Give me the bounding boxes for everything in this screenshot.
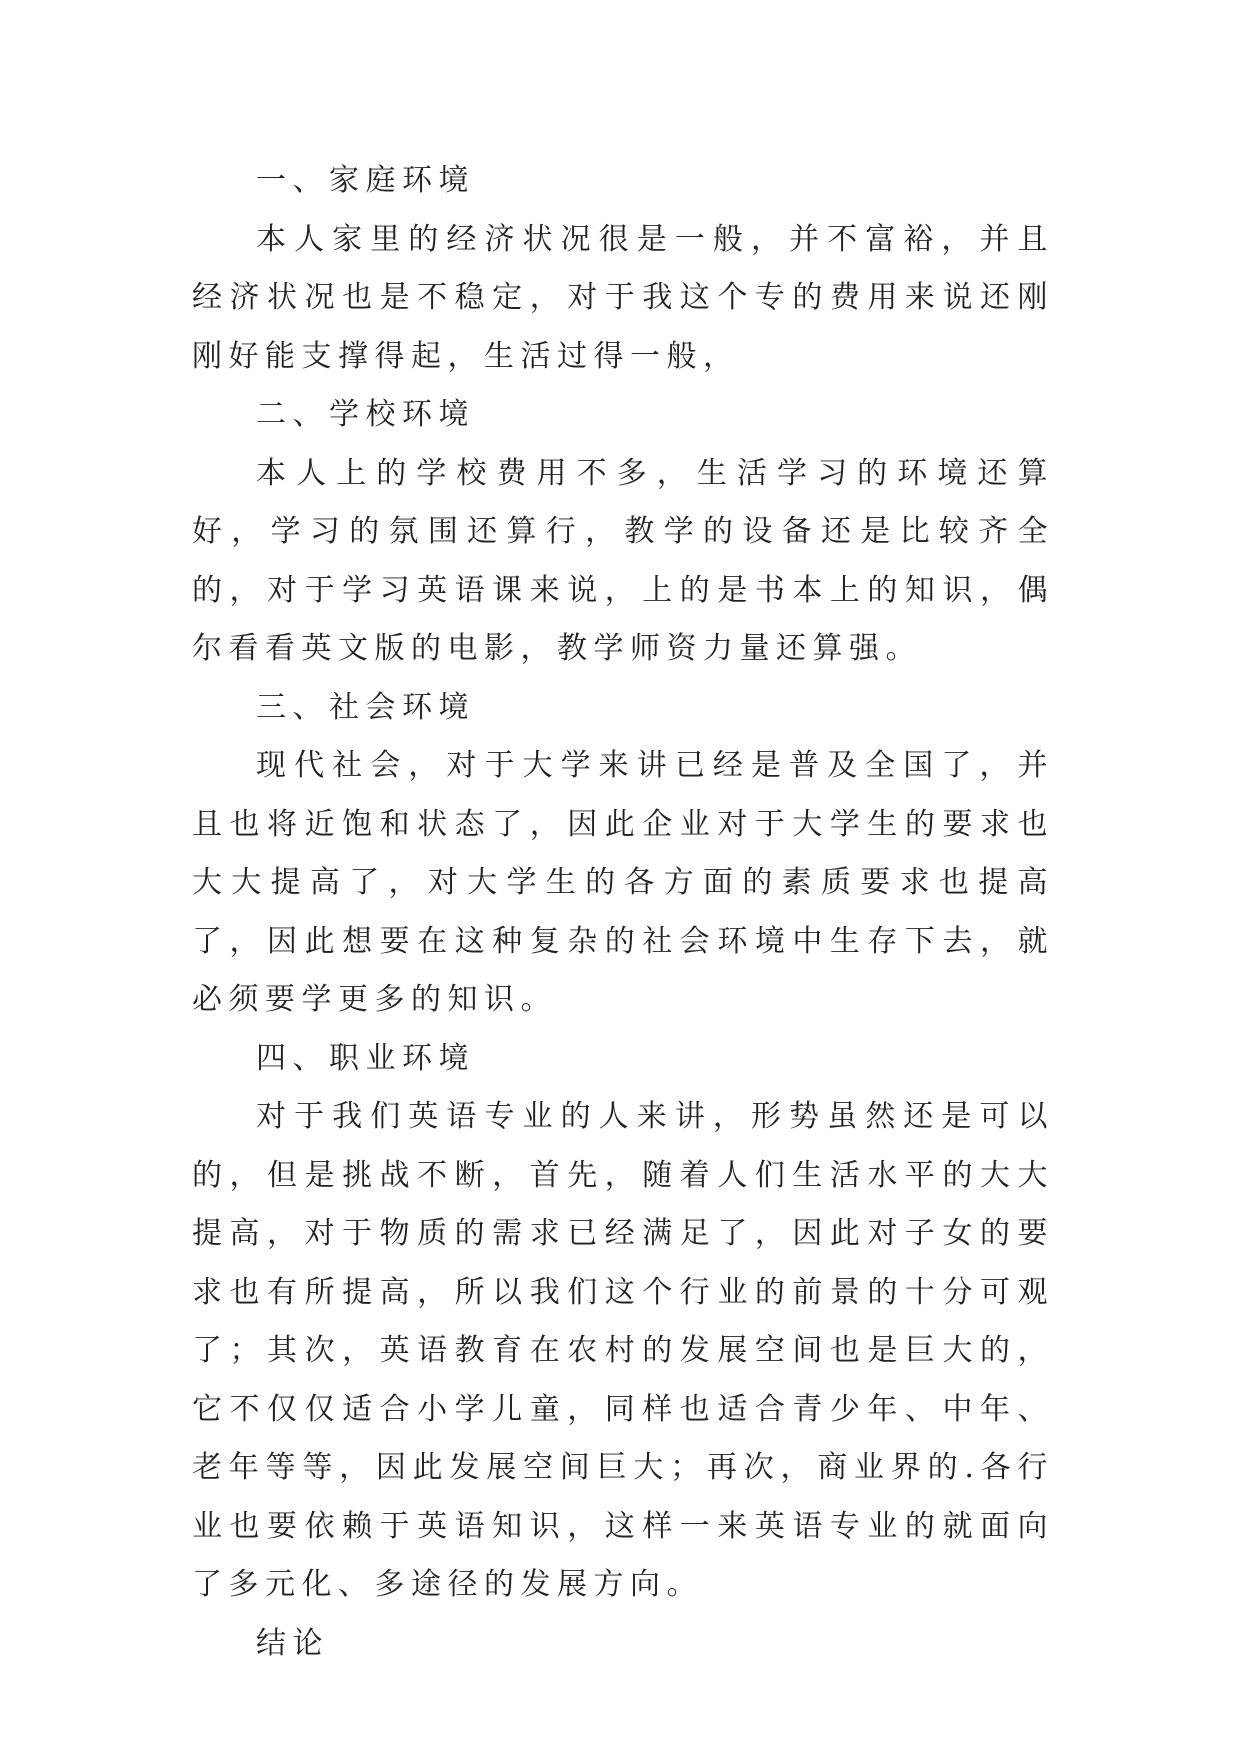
document-body [192,152,1054,1673]
paragraph-social-environment: 现代社会，对于大学来讲已经是普及全国了，并且也将近饱和状态了，因此企业对于大学生的要求也大大提高了，对大学生的各方面的素质要求也提高了，因此想要在这种复杂的社会环境中生存下去，就必须要学更多的知识。 [192,748,1054,1017]
paragraph-career-environment: 对于我们英语专业的人来讲，形势虽然还是可以的，但是挑战不断，首先，随着人们生活水平的大大提高，对于物质的需求已经满足了，因此对子女的要求也有所提高，所以我们这个行业的前景的十分可观了；其次，英语教育在农村的发展空间也是巨大的，它不仅仅适合小学儿童，同样也适合青少年、中年、老年等等，因此发展空间巨大；再次，商业界的.各行业也要依赖于英语知识，这样一来英语专业的就面向了多元化、多途径的发展方向。 [192,1099,1054,1602]
heading-school-environment: 二、学校环境 [256,397,475,432]
heading-career-environment: 四、职业环境 [256,1040,475,1076]
heading-social-environment: 三、社会环境 [256,689,475,725]
paragraph-school-environment: 本人上的学校费用不多，生活学习的环境还算好，学习的氛围还算行，教学的设备还是比较齐全的，对于学习英语课来说，上的是书本上的知识，偶尔看看英文版的电影，教学师资力量还算强。 [192,455,1054,666]
paragraph-family-environment: 本人家里的经济状况很是一般，并不富裕，并且经济状况也是不稳定，对于我这个专的费用来说还刚刚好能支撑得起，生活过得一般， [192,221,1054,374]
heading-family-environment: 一、家庭环境 [256,163,475,198]
heading-conclusion: 结论 [256,1625,329,1661]
